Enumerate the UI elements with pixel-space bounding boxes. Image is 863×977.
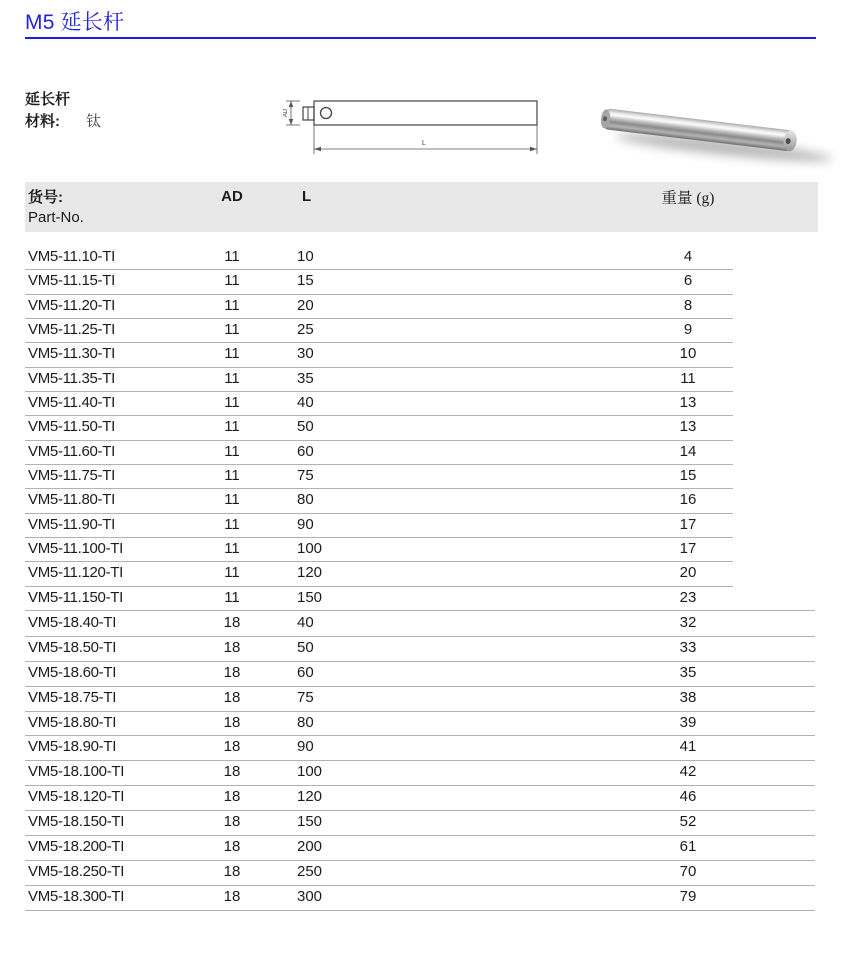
weight-cell: 13	[679, 394, 697, 412]
table-row	[25, 319, 733, 343]
weight-cell: 13	[679, 418, 697, 436]
table-row	[25, 836, 815, 861]
ad-cell: 18	[223, 788, 241, 806]
header-part-no-en: Part-No.	[28, 209, 84, 226]
weight-cell: 41	[679, 738, 697, 756]
header-weight: 重量 (g)	[661, 190, 715, 207]
ad-cell: 11	[224, 491, 240, 509]
ad-cell: 11	[224, 418, 240, 436]
table-row	[25, 246, 733, 270]
table-row	[25, 786, 815, 811]
l-cell: 150	[297, 588, 323, 606]
weight-cell: 9	[683, 321, 693, 339]
weight-cell: 38	[679, 688, 697, 706]
table-row	[25, 811, 815, 836]
table-row	[25, 562, 733, 586]
table-row	[25, 295, 733, 319]
ad-cell: 18	[223, 638, 241, 656]
ad-cell: 11	[224, 564, 240, 582]
weight-cell: 16	[679, 491, 697, 509]
part-no-cell: VM5-18.200-TI	[28, 838, 125, 856]
table-row	[25, 736, 815, 761]
ad-cell: 11	[224, 442, 240, 460]
part-no-cell: VM5-11.30-TI	[28, 345, 115, 363]
dim-ad-label: AD	[283, 108, 289, 118]
l-cell: 10	[297, 248, 314, 265]
ad-cell: 11	[224, 540, 240, 558]
part-no-cell: VM5-18.80-TI	[28, 713, 117, 731]
ad-cell: 11	[224, 467, 240, 485]
part-no-cell: VM5-11.50-TI	[28, 418, 115, 436]
table-row	[25, 538, 733, 562]
weight-cell: 61	[679, 838, 697, 856]
part-no-cell: VM5-11.35-TI	[28, 369, 115, 387]
ad-cell: 11	[224, 394, 240, 412]
weight-cell: 15	[679, 467, 697, 485]
part-no-cell: VM5-18.40-TI	[28, 614, 117, 631]
part-no-cell: VM5-11.100-TI	[28, 540, 124, 558]
l-cell: 30	[297, 345, 314, 363]
weight-cell: 6	[683, 272, 693, 290]
ad-cell: 18	[223, 614, 241, 631]
section-name: 延长杆	[25, 91, 71, 108]
weight-cell: 70	[679, 862, 697, 880]
weight-cell: 4	[683, 248, 693, 265]
part-no-cell: VM5-11.25-TI	[28, 321, 115, 339]
table-row	[25, 441, 733, 465]
l-cell: 50	[297, 418, 314, 436]
ad-cell: 11	[224, 515, 240, 533]
ad-cell: 18	[223, 738, 241, 756]
table-row	[25, 368, 733, 392]
ad-cell: 18	[223, 813, 241, 831]
part-no-cell: VM5-11.150-TI	[28, 588, 124, 606]
material-value: 钛	[86, 113, 102, 130]
weight-cell: 8	[683, 296, 693, 314]
l-cell: 90	[297, 738, 314, 756]
table-row	[25, 587, 815, 611]
ad-cell: 11	[224, 296, 240, 314]
material-label: 材料:	[25, 113, 60, 130]
ad-cell: 11	[224, 248, 240, 265]
l-cell: 150	[297, 813, 323, 831]
table-row	[25, 637, 815, 662]
part-no-cell: VM5-18.100-TI	[28, 763, 125, 781]
l-cell: 80	[297, 713, 314, 731]
part-no-cell: VM5-11.15-TI	[28, 272, 115, 290]
table-group-ad11	[25, 246, 815, 611]
l-cell: 40	[297, 394, 314, 412]
weight-cell: 17	[679, 540, 697, 558]
header-part-no-cn: 货号:	[28, 189, 63, 206]
table-row	[25, 761, 815, 786]
titanium-rod-photo	[585, 88, 860, 178]
part-no-cell: VM5-11.75-TI	[28, 467, 115, 485]
header-ad: AD	[221, 188, 243, 205]
table-row	[25, 687, 815, 712]
dimension-drawing	[283, 92, 543, 162]
page-title: M5 延长杆	[25, 11, 125, 34]
rod-dimension-diagram-icon	[283, 92, 543, 162]
part-no-cell: VM5-18.120-TI	[28, 788, 125, 806]
l-cell: 60	[297, 442, 314, 460]
l-cell: 250	[297, 862, 323, 880]
ad-cell: 18	[223, 688, 241, 706]
table-row	[25, 712, 815, 737]
table-row	[25, 416, 733, 440]
ad-cell: 11	[224, 345, 240, 363]
ad-cell: 11	[224, 588, 240, 606]
table-row	[25, 489, 733, 513]
part-no-cell: VM5-18.250-TI	[28, 862, 125, 880]
part-no-cell: VM5-11.120-TI	[28, 564, 124, 582]
ad-cell: 11	[224, 321, 240, 339]
l-cell: 120	[297, 564, 323, 582]
weight-cell: 46	[679, 788, 697, 806]
l-cell: 100	[297, 540, 323, 558]
weight-cell: 11	[680, 369, 696, 387]
ad-cell: 18	[223, 887, 241, 905]
weight-cell: 23	[679, 588, 697, 606]
l-cell: 300	[297, 887, 323, 905]
l-cell: 15	[297, 272, 314, 290]
table-row	[25, 465, 733, 489]
weight-cell: 52	[679, 813, 697, 831]
part-no-cell: VM5-11.40-TI	[28, 394, 115, 412]
ad-cell: 18	[223, 838, 241, 856]
part-no-cell: VM5-11.90-TI	[28, 515, 115, 533]
table-row	[25, 514, 733, 538]
l-cell: 80	[297, 491, 314, 509]
part-no-cell: VM5-18.75-TI	[28, 688, 117, 706]
part-no-cell: VM5-11.20-TI	[28, 296, 115, 314]
l-cell: 25	[297, 321, 314, 339]
weight-cell: 17	[679, 515, 697, 533]
weight-cell: 14	[679, 442, 697, 460]
l-cell: 120	[297, 788, 323, 806]
weight-cell: 10	[679, 345, 697, 363]
part-no-cell: VM5-18.60-TI	[28, 663, 117, 681]
table-header	[25, 182, 818, 232]
l-cell: 75	[297, 467, 314, 485]
part-no-cell: VM5-18.150-TI	[28, 813, 125, 831]
l-cell: 40	[297, 614, 314, 631]
part-no-cell: VM5-18.90-TI	[28, 738, 117, 756]
table-row	[25, 270, 733, 294]
weight-cell: 20	[679, 564, 697, 582]
title-divider	[25, 37, 816, 39]
ad-cell: 18	[223, 763, 241, 781]
table-row	[25, 392, 733, 416]
ad-cell: 18	[223, 713, 241, 731]
weight-cell: 32	[679, 614, 697, 631]
weight-cell: 39	[679, 713, 697, 731]
l-cell: 200	[297, 838, 323, 856]
table-row	[25, 662, 815, 687]
ad-cell: 18	[223, 663, 241, 681]
part-no-cell: VM5-18.300-TI	[28, 887, 125, 905]
weight-cell: 79	[679, 887, 697, 905]
table-row	[25, 343, 733, 367]
dim-l-label: L	[422, 140, 426, 147]
weight-cell: 33	[679, 638, 697, 656]
table-row	[25, 612, 815, 637]
weight-cell: 42	[679, 763, 697, 781]
part-no-cell: VM5-11.10-TI	[28, 248, 115, 265]
l-cell: 35	[297, 369, 314, 387]
part-no-cell: VM5-11.80-TI	[28, 491, 115, 509]
l-cell: 75	[297, 688, 314, 706]
ad-cell: 18	[223, 862, 241, 880]
ad-cell: 11	[224, 369, 240, 387]
part-no-cell: VM5-18.50-TI	[28, 638, 117, 656]
l-cell: 90	[297, 515, 314, 533]
weight-cell: 35	[679, 663, 697, 681]
l-cell: 50	[297, 638, 314, 656]
ad-cell: 11	[224, 272, 240, 290]
l-cell: 60	[297, 663, 314, 681]
l-cell: 20	[297, 296, 314, 314]
part-no-cell: VM5-11.60-TI	[28, 442, 115, 460]
table-group-ad18	[25, 612, 815, 911]
header-l: L	[302, 188, 312, 205]
l-cell: 100	[297, 763, 323, 781]
table-row	[25, 861, 815, 886]
table-row	[25, 886, 815, 911]
